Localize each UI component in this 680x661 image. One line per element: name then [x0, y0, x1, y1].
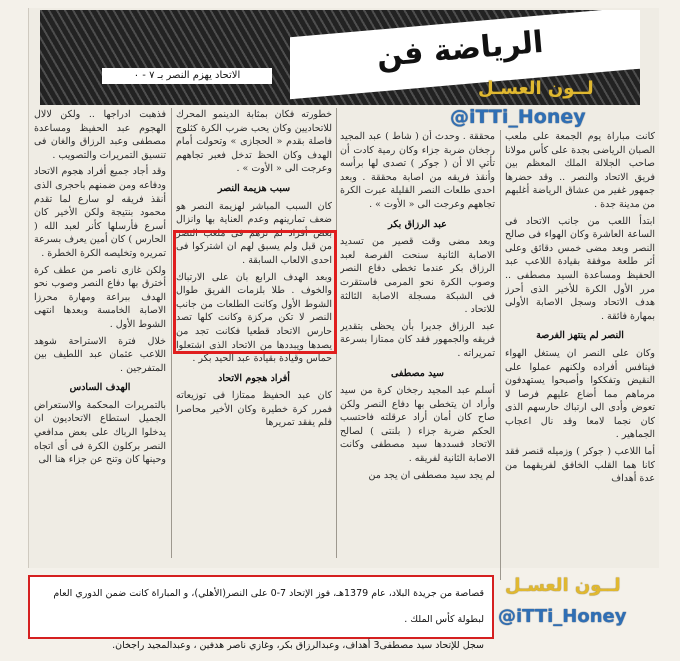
col3-paragraph: كان عبد الحفيظ ممتازا فى توزيعاته فمرر كرة خطيرة وكان الأخير محاصرا فلم يفقد تمريرها — [176, 390, 332, 429]
column-divider — [500, 130, 501, 580]
col4-paragraph: بالتمريرات المحكمة والاستعراض الجميل استطاع الاتحاديون ان يدخلوا الرباك على بعض مدافعي النصر بركلون الكرة فى أى اتجاه وحينها كان وتنح عن جزاء هنا الى — [34, 399, 166, 466]
col2-paragraph: عبد الرزاق جديرا بأن يحظى بتقدير فريقه والجمهور فقد كان ممتازا بسرعة تمريراته . — [340, 320, 495, 359]
col4-subheading: الهدف السادس — [69, 382, 131, 394]
col4-paragraph: فذهبت ادراجها .. ولكن لالال الهجوم عبد الحفيظ ومساعدة مصطفى وعبد الرزاق والغان فى تنسيق التمريرات والتصويب . — [34, 109, 166, 161]
col4-paragraph: ولكن غازى ناصر من عطف كرة أخترق بها دفاع النصر وصوب نحو الهدف ببراعة ومهارة محرزا الاصابة الخامسة وبعدها انتهى الشوط الأول . — [34, 264, 166, 330]
watermark-name-top: لــون العسـل — [478, 78, 594, 99]
caption-line-2: سجل للإتحاد سيد مصطفى3 أهداف، وعبدالرزاق بكر، وغازي ناصر هدفين ، وعبدالمجيد راجخان. — [112, 640, 484, 651]
col4-paragraph: خلال فترة الاستراحة شوهد اللاعب عثمان عبد اللطيف بين المتفرجين . — [34, 335, 166, 374]
col2-subheading: عبد الرزاق بكر — [388, 218, 447, 230]
col1-paragraph: كانت مباراة يوم الجمعة على ملعب الصبان الرياضى بجدة على كأس مولانا صاحب الجلالة الملك المعظم بين فريق الاتحاد والنصر .. وقد حضرها جمهور غفير من عشاق الرياضة أغلبهم من مدينة جدة . — [505, 131, 655, 210]
col1-paragraph: وكان على النصر ان يستغل الهواء فينافس أفراده ولكنهم عملوا على النقيض وتفككوا وأصبحوا يستهدفون مرماهم مما أضاع عليهم فرصا لا تعوض وأدى الى ارتباك حارسهم الذى كان نجما لامعا وقد نال اعجاب الجماهير . — [505, 347, 655, 441]
article-column-4 — [34, 108, 166, 563]
col1-subheading: النصر لم ينتهز الفرصة — [536, 330, 624, 342]
col2-paragraph: أسلم عبد المجيد رجخان كرة من سيد وأراد ان يتخطى بها دفاع النصر ولكن صاح كان أمان أراد عرقلته فاحتسب الحكم ضربة جزاء ( بلنتى ) لصالح الاتحاد فسددها سيد مصطفى وكانت الاصابة الثانية لفريقه . — [340, 385, 495, 465]
article-column-2 — [340, 130, 495, 585]
col2-subheading: سيد مصطفى — [391, 367, 444, 379]
col3-subheading: سبب هزيمة النصر — [217, 182, 291, 194]
col2-paragraph: وبعد مضى وقت قصير من تسديد الاصابة الثانية سنحت الفرصة لعبد الرزاق بكر عندما تخطى دفاع النصر وصوب الكرة نحو المرمى فاستقرت فى الشبكة مسجلة الاصابة الثالثة للاتحاد . — [340, 236, 495, 316]
col3-paragraph: وبعد الهدف الرابع بان على الارتباك والخوف . طلا بلزمات الفريق طوال الشوط الأول وكانت الطلعات من جانب النصر لا تكن مركزة وكانت كلها تصد حارس الاتحاد قطعيا فكانت تجد من يصدها ويبددها من الاتحاد الذى اشتعلوا حماس وقيادة بقيادة عبد الحيد بكر . — [176, 271, 332, 365]
col3-highlighted-paragraph: كان السبب المباشر لهزيمة النصر هو ضعف تمارينهم وعدم العناية بها وانزال بعض أفراد لم ترهم فى ملعب النصر من قبل ولم يسبق لهم ان اشتركوا فى احدى الالعاب السابقة . — [176, 200, 332, 266]
watermark-name-bottom: لــون العسـل — [505, 575, 621, 596]
col3-subheading: أفراد هجوم الاتحاد — [218, 372, 290, 384]
col4-paragraph: وقد أجاد جميع أفراد هجوم الاتحاد ودفاعه ومن ضمنهم باحجرى الذى أنقذ فريقه لو سارع لما تقدم محمود بنتيجة ولكن الأخير كان أسرع فأرسلها كأنر لعبد الله ( الحارس ) كان أمين يعرف بسرعة تمريره وتخليصه الكرة الخطرة . — [34, 166, 166, 259]
watermark-handle-top: @iTTi_Honey — [450, 106, 586, 128]
highlight-box — [173, 230, 337, 354]
col2-paragraph: محققة . وحدث أن ( شاط ) عبد المجيد رجخان ضربة جزاء وكان رمية كادت أن تأتي الا أن ( جوكر ) تصدى لها برأسه وأنقذ فريقه من اصابة محققة . وبعد احدى طلعات النصر القليلة عبرت الكرة تجاههم وعرجت الى « الأوت » . — [340, 131, 495, 210]
banner-headline: الاتحاد يهزم النصر بـ ٧ - ٠ — [102, 68, 272, 84]
article-column-1 — [505, 130, 655, 585]
col3-paragraph: خطورته فكان بمثابة الدينمو المحرك للاتحاديين وكان يحب ضرب الكرة كثلوج فاصلة بقدم « الحجازى » وتحولت أمام الهدف وكان الحظ تدخل فعبر تجاههم وعرجت الى « الأوت » . — [176, 109, 332, 175]
col1-paragraph: ابتدأ اللعب من جانب الاتحاد فى الساعة العاشرة وكان الهواء فى صالح النصر وبعد مضى خمس دقائق وعلى أثر طلعة موفقة بقيادة اللاعب عبد الحفيظ ومساعدة السيد مصطفى .. مرر الأول الكرة للأخير الذى أحرز هدف الاتحاد وسجل الاصابة الأولى بمهارة فائقة . — [505, 215, 655, 322]
col2-paragraph: لم يجد سيد مصطفى ان يجد من — [368, 469, 495, 481]
column-divider — [171, 108, 172, 558]
watermark-handle-bottom: @iTTi_Honey — [498, 606, 627, 627]
caption-box — [28, 575, 494, 651]
banner-title: الرياضة فن — [375, 24, 545, 75]
caption-line-1: قصاصة من جريدة البلاد، عام 1379هـ، فوز الإتحاد 7-0 على النصر(الأهلي)، و المباراة كانت ضمن الدوري العام لبطولة كأس الملك . — [53, 588, 484, 625]
col1-paragraph: أما اللاعب ( جوكر ) وزميله قنصر فقد كانا هما القلب الخافق لفريقهما من عدة أهداف — [505, 446, 655, 485]
